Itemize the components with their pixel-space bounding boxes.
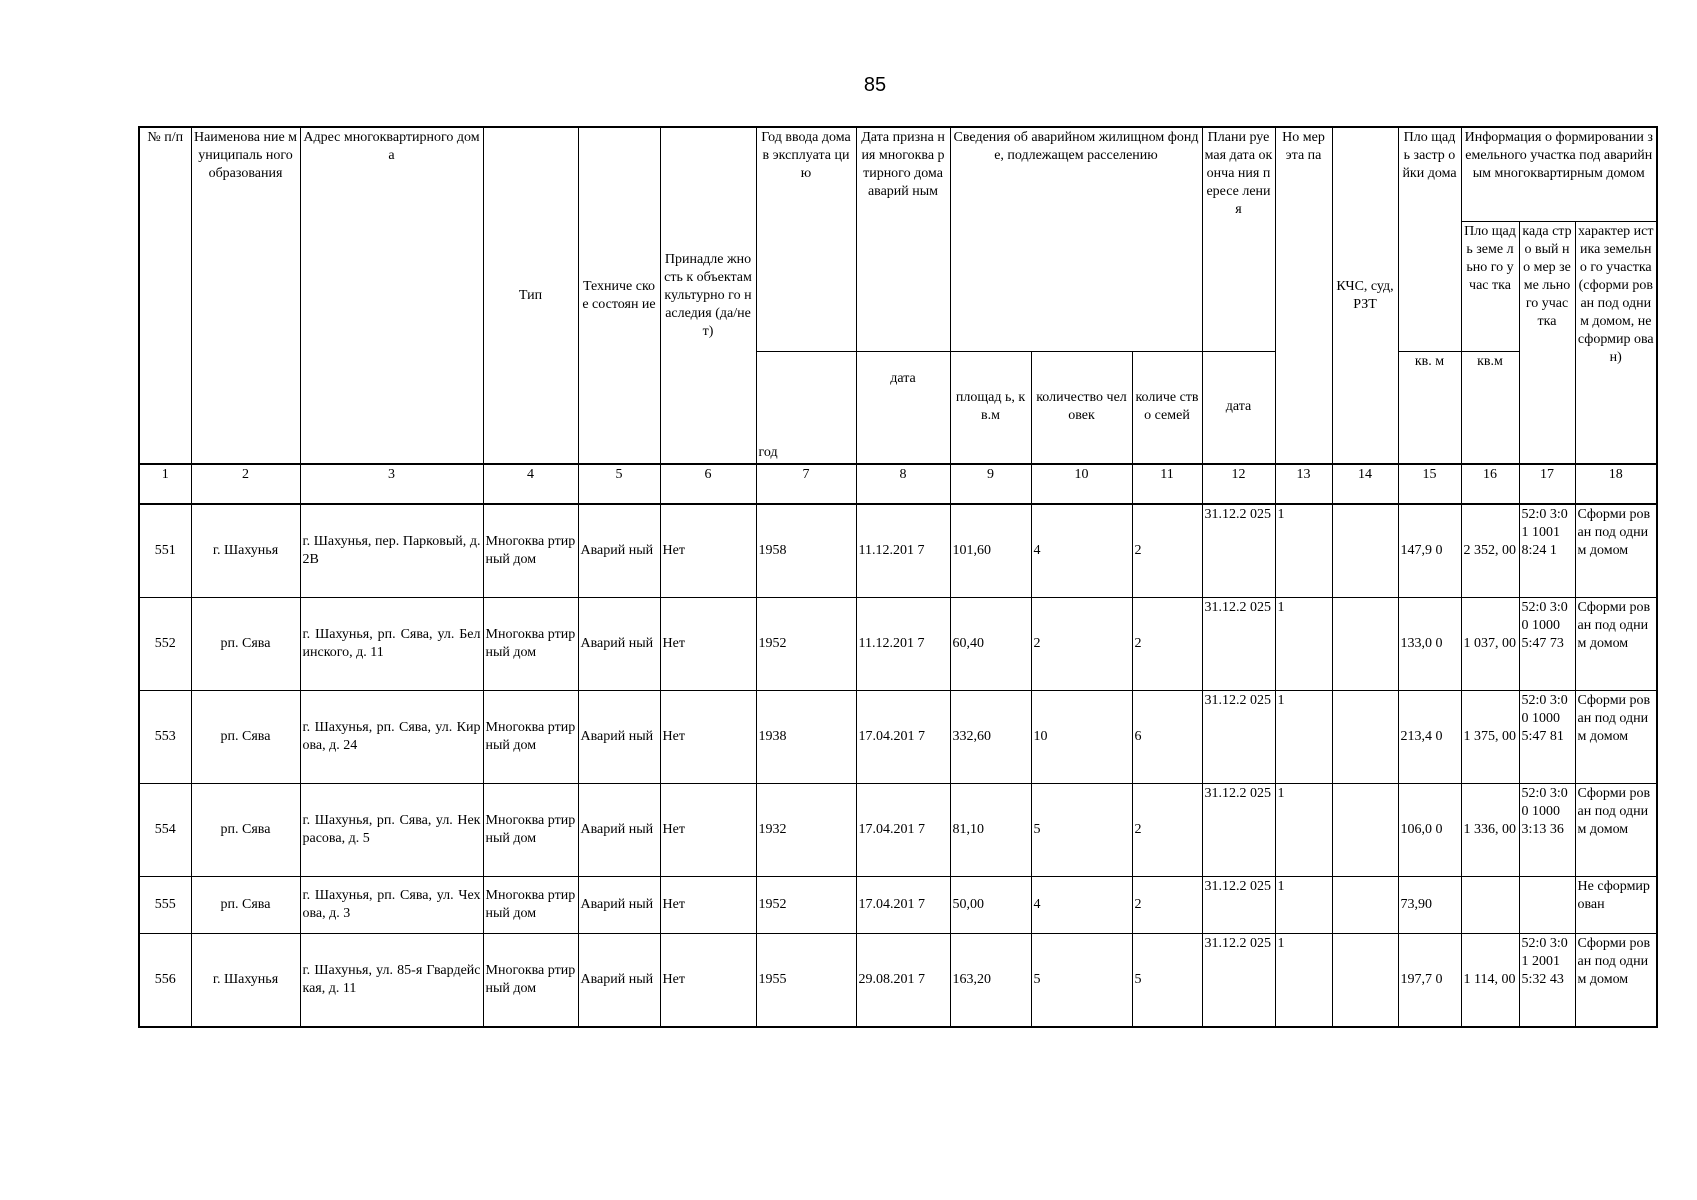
- header-planned-date-sub: дата: [1202, 351, 1275, 464]
- row-year: 1952: [756, 877, 856, 934]
- row-date: 17.04.201 7: [856, 877, 950, 934]
- row-state: Аварий ный: [578, 934, 660, 1028]
- header-year: Год ввода дома в эксплуата цию: [756, 127, 856, 351]
- row-year: 1952: [756, 598, 856, 691]
- row-stage: 1: [1275, 504, 1332, 598]
- row-type: Многоква ртирный дом: [483, 504, 578, 598]
- row-planned-date: 31.12.2 025: [1202, 691, 1275, 784]
- row-state: Аварий ный: [578, 598, 660, 691]
- header-built-area-unit: кв. м: [1398, 351, 1461, 464]
- column-number: 10: [1031, 464, 1132, 504]
- row-heritage: Нет: [660, 598, 756, 691]
- header-built-area: Пло щадь застр ойки дома: [1398, 127, 1461, 351]
- row-land-characteristic: Сформи рован под одним домом: [1575, 934, 1657, 1028]
- row-land-characteristic: Сформи рован под одним домом: [1575, 784, 1657, 877]
- row-area: 81,10: [950, 784, 1031, 877]
- row-stage: 1: [1275, 877, 1332, 934]
- row-people: 5: [1031, 934, 1132, 1028]
- header-number: № п/п: [139, 127, 191, 464]
- row-kchs: [1332, 691, 1398, 784]
- row-kchs: [1332, 877, 1398, 934]
- row-land-area: 1 037, 00: [1461, 598, 1519, 691]
- column-number: 16: [1461, 464, 1519, 504]
- row-municipality: рп. Сява: [191, 784, 300, 877]
- column-number: 6: [660, 464, 756, 504]
- row-address: г. Шахунья, ул. 85-я Гвардейская, д. 11: [300, 934, 483, 1028]
- header-municipality: Наименова ние муниципаль ного образования: [191, 127, 300, 464]
- row-stage: 1: [1275, 934, 1332, 1028]
- row-built-area: 73,90: [1398, 877, 1461, 934]
- row-stage: 1: [1275, 784, 1332, 877]
- row-type: Многоква ртирный дом: [483, 598, 578, 691]
- column-number: 15: [1398, 464, 1461, 504]
- column-number: 5: [578, 464, 660, 504]
- row-number: 553: [139, 691, 191, 784]
- table-row: [139, 784, 1657, 877]
- row-heritage: Нет: [660, 784, 756, 877]
- row-type: Многоква ртирный дом: [483, 784, 578, 877]
- header-address: Адрес многоквартирного дома: [300, 127, 483, 464]
- row-land-characteristic: Сформи рован под одним домом: [1575, 691, 1657, 784]
- header-land-area-unit: кв.м: [1461, 351, 1519, 464]
- row-state: Аварий ный: [578, 691, 660, 784]
- row-planned-date: 31.12.2 025: [1202, 504, 1275, 598]
- row-municipality: рп. Сява: [191, 877, 300, 934]
- row-area: 60,40: [950, 598, 1031, 691]
- row-cadastral-number: 52:0 3:00 1000 5:47 81: [1519, 691, 1575, 784]
- row-address: г. Шахунья, рп. Сява, ул. Чехова, д. 3: [300, 877, 483, 934]
- row-planned-date: 31.12.2 025: [1202, 934, 1275, 1028]
- row-land-area: 1 114, 00: [1461, 934, 1519, 1028]
- table-row: [139, 877, 1657, 934]
- row-families: 6: [1132, 691, 1202, 784]
- column-number: 11: [1132, 464, 1202, 504]
- column-number: 18: [1575, 464, 1657, 504]
- row-cadastral-number: 52:0 3:00 1000 3:13 36: [1519, 784, 1575, 877]
- row-land-area: 1 375, 00: [1461, 691, 1519, 784]
- row-families: 5: [1132, 934, 1202, 1028]
- row-number: 555: [139, 877, 191, 934]
- row-municipality: г. Шахунья: [191, 504, 300, 598]
- column-number: 17: [1519, 464, 1575, 504]
- header-land-area: Пло щадь земе льно го учас тка: [1461, 221, 1519, 351]
- column-number: 14: [1332, 464, 1398, 504]
- row-address: г. Шахунья, рп. Сява, ул. Кирова, д. 24: [300, 691, 483, 784]
- row-stage: 1: [1275, 598, 1332, 691]
- row-built-area: 213,4 0: [1398, 691, 1461, 784]
- header-land-info: Информация о формировании земельного участка под аварийным многоквартирным домом: [1461, 127, 1657, 221]
- row-built-area: 147,9 0: [1398, 504, 1461, 598]
- row-date: 11.12.201 7: [856, 504, 950, 598]
- table-row: [139, 598, 1657, 691]
- table-row: [139, 691, 1657, 784]
- header-date-sub: дата: [856, 351, 950, 464]
- row-year: 1955: [756, 934, 856, 1028]
- row-planned-date: 31.12.2 025: [1202, 598, 1275, 691]
- row-kchs: [1332, 504, 1398, 598]
- emergency-housing-table: [138, 126, 1658, 1028]
- header-families: количе ство семей: [1132, 351, 1202, 464]
- column-number: 4: [483, 464, 578, 504]
- row-people: 10: [1031, 691, 1132, 784]
- row-state: Аварий ный: [578, 784, 660, 877]
- header-year-sub: год: [756, 351, 856, 464]
- row-cadastral-number: [1519, 877, 1575, 934]
- row-area: 163,20: [950, 934, 1031, 1028]
- row-area: 101,60: [950, 504, 1031, 598]
- row-number: 556: [139, 934, 191, 1028]
- row-families: 2: [1132, 877, 1202, 934]
- row-land-characteristic: Не сформир ован: [1575, 877, 1657, 934]
- row-heritage: Нет: [660, 877, 756, 934]
- row-planned-date: 31.12.2 025: [1202, 877, 1275, 934]
- row-address: г. Шахунья, рп. Сява, ул. Белинского, д. 11: [300, 598, 483, 691]
- row-date: 17.04.201 7: [856, 691, 950, 784]
- row-stage: 1: [1275, 691, 1332, 784]
- row-land-characteristic: Сформи рован под одним домом: [1575, 504, 1657, 598]
- row-families: 2: [1132, 784, 1202, 877]
- column-number: 7: [756, 464, 856, 504]
- row-number: 552: [139, 598, 191, 691]
- row-people: 4: [1031, 504, 1132, 598]
- row-heritage: Нет: [660, 504, 756, 598]
- header-heritage: Принадле жность к объектам культурно го наследия (да/нет): [660, 127, 756, 464]
- row-cadastral-number: 52:0 3:01 2001 5:32 43: [1519, 934, 1575, 1028]
- header-recognition-date: Дата призна ния многоква ртирного дома аварий ным: [856, 127, 950, 351]
- header-people: количество человек: [1031, 351, 1132, 464]
- row-kchs: [1332, 784, 1398, 877]
- page-number: 85: [863, 74, 887, 96]
- row-cadastral-number: 52:0 3:01 1001 8:24 1: [1519, 504, 1575, 598]
- header-land-characteristic: характер истика земельно го участка (сформи рован под одним домом, не сформир ован): [1575, 221, 1657, 464]
- header-stage: Но мер эта па: [1275, 127, 1332, 464]
- row-built-area: 106,0 0: [1398, 784, 1461, 877]
- header-cadastral-number: када стро вый но мер земе льно го учас тка: [1519, 221, 1575, 464]
- row-year: 1958: [756, 504, 856, 598]
- row-number: 551: [139, 504, 191, 598]
- row-address: г. Шахунья, пер. Парковый, д. 2В: [300, 504, 483, 598]
- row-land-characteristic: Сформи рован под одним домом: [1575, 598, 1657, 691]
- column-number: 2: [191, 464, 300, 504]
- table-row: [139, 934, 1657, 1028]
- header-area: площад ь, кв.м: [950, 351, 1031, 464]
- header-technical-state: Техниче ское состоян ие: [578, 127, 660, 464]
- column-number: 13: [1275, 464, 1332, 504]
- row-planned-date: 31.12.2 025: [1202, 784, 1275, 877]
- column-number: 8: [856, 464, 950, 504]
- row-state: Аварий ный: [578, 877, 660, 934]
- row-built-area: 133,0 0: [1398, 598, 1461, 691]
- row-kchs: [1332, 934, 1398, 1028]
- row-kchs: [1332, 598, 1398, 691]
- header-planned-date: Плани руемая дата оконча ния пересе ления: [1202, 127, 1275, 351]
- row-date: 29.08.201 7: [856, 934, 950, 1028]
- column-number: 9: [950, 464, 1031, 504]
- row-date: 11.12.201 7: [856, 598, 950, 691]
- row-land-area: [1461, 877, 1519, 934]
- row-municipality: рп. Сява: [191, 691, 300, 784]
- header-emergency-fund: Сведения об аварийном жилищном фонде, подлежащем расселению: [950, 127, 1202, 351]
- row-number: 554: [139, 784, 191, 877]
- row-people: 4: [1031, 877, 1132, 934]
- row-cadastral-number: 52:0 3:00 1000 5:47 73: [1519, 598, 1575, 691]
- row-built-area: 197,7 0: [1398, 934, 1461, 1028]
- row-type: Многоква ртирный дом: [483, 934, 578, 1028]
- column-number: 3: [300, 464, 483, 504]
- row-year: 1938: [756, 691, 856, 784]
- row-families: 2: [1132, 598, 1202, 691]
- header-type: Тип: [483, 127, 578, 464]
- row-date: 17.04.201 7: [856, 784, 950, 877]
- row-address: г. Шахунья, рп. Сява, ул. Некрасова, д. 5: [300, 784, 483, 877]
- row-type: Многоква ртирный дом: [483, 691, 578, 784]
- row-municipality: рп. Сява: [191, 598, 300, 691]
- column-number: 1: [139, 464, 191, 504]
- row-municipality: г. Шахунья: [191, 934, 300, 1028]
- table-row: [139, 504, 1657, 598]
- row-area: 50,00: [950, 877, 1031, 934]
- column-number: 12: [1202, 464, 1275, 504]
- row-people: 5: [1031, 784, 1132, 877]
- row-type: Многоква ртирный дом: [483, 877, 578, 934]
- header-kchs: КЧС, суд, РЗТ: [1332, 127, 1398, 464]
- row-families: 2: [1132, 504, 1202, 598]
- row-state: Аварий ный: [578, 504, 660, 598]
- row-heritage: Нет: [660, 691, 756, 784]
- row-land-area: 1 336, 00: [1461, 784, 1519, 877]
- row-area: 332,60: [950, 691, 1031, 784]
- row-heritage: Нет: [660, 934, 756, 1028]
- row-people: 2: [1031, 598, 1132, 691]
- row-year: 1932: [756, 784, 856, 877]
- row-land-area: 2 352, 00: [1461, 504, 1519, 598]
